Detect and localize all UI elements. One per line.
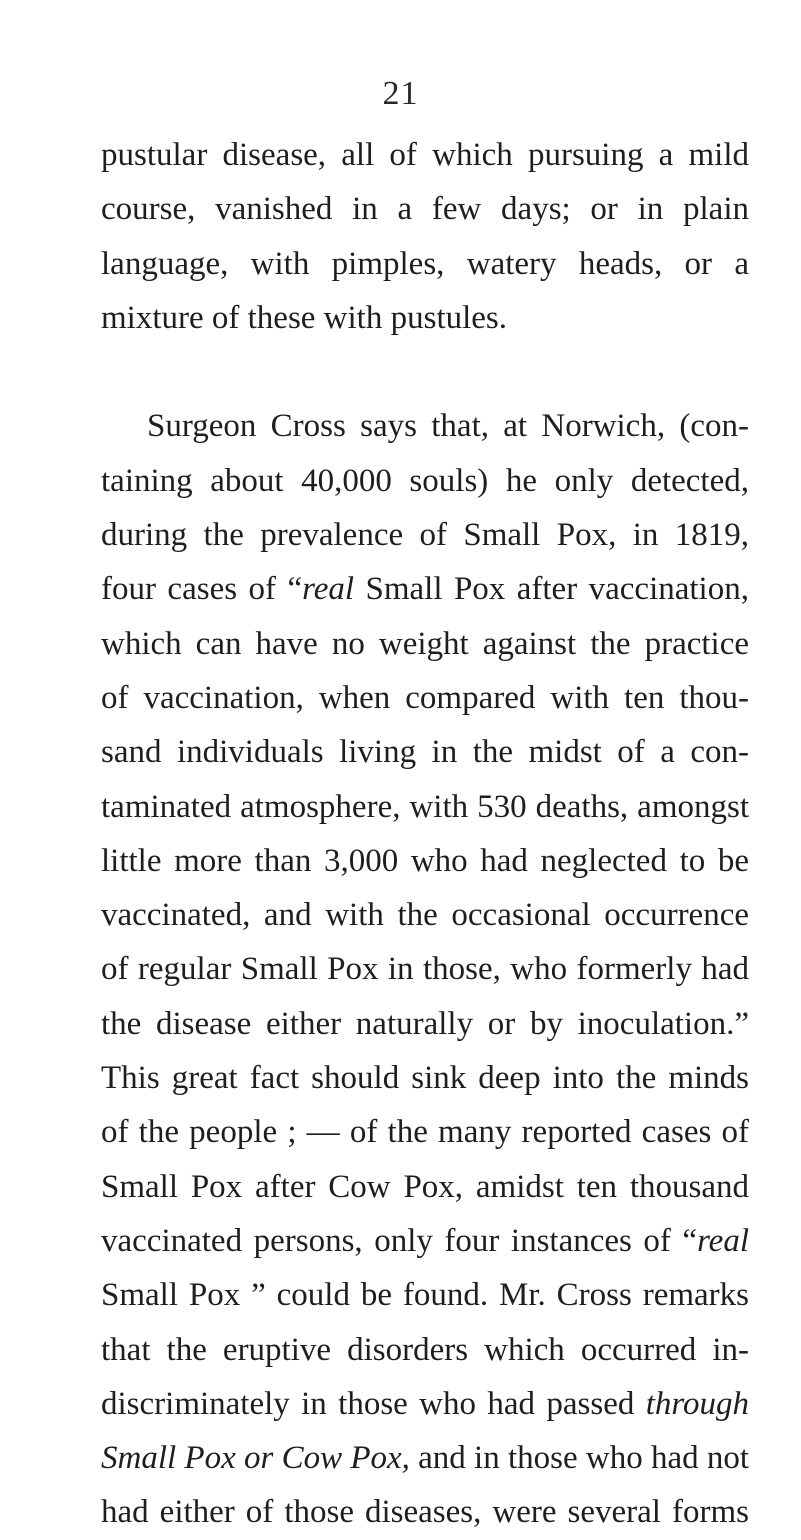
- text-line: pustular disease, all of which pursuing a mild: [101, 137, 749, 173]
- text-line: Small Pox ” could be found. Mr. Cross remarks: [101, 1277, 749, 1314]
- paragraph-spacer: [101, 345, 749, 399]
- emphasis-real: real: [697, 1222, 749, 1259]
- paragraph-1: [101, 128, 749, 345]
- text-line: language, with pimples, watery heads, or a: [101, 245, 749, 282]
- text-line: This great fact should sink deep into the minds: [101, 1060, 749, 1097]
- text-run: four cases of “: [101, 571, 303, 608]
- text-line: Surgeon Cross says that, at Norwich, (con-: [147, 408, 749, 445]
- page-number: 21: [382, 75, 419, 112]
- text-line: sand individuals living in the midst of a con-: [101, 734, 749, 771]
- text-line: vaccinated, and with the occasional occurrence: [101, 897, 749, 934]
- text-line: that the eruptive disorders which occurred in-: [101, 1331, 749, 1368]
- text-line: taining about 40,000 souls) he only detected,: [101, 462, 749, 499]
- text-run: discriminately in those who had passed: [101, 1385, 646, 1422]
- text-line: [101, 1377, 749, 1431]
- text-line: [101, 562, 749, 616]
- text-line: course, vanished in a few days; or in plain: [101, 191, 749, 228]
- text-line: of regular Small Pox in those, who formerly had: [101, 951, 749, 988]
- text-line: mixture of these with pustules.: [101, 299, 508, 336]
- text-line: taminated atmosphere, with 530 deaths, amongst: [101, 788, 749, 825]
- body-text: [101, 128, 749, 1540]
- text-run: vaccinated persons, only four instances of “: [101, 1222, 698, 1259]
- emphasis-real: real: [302, 571, 355, 608]
- paragraph-2: [101, 399, 749, 1539]
- text-line: little more than 3,000 who had neglected to be: [101, 842, 749, 879]
- emphasis-through: through: [645, 1385, 749, 1422]
- text-line: Small Pox after Cow Pox, amidst ten thousand: [101, 1168, 749, 1205]
- text-line: of the people ; — of the many reported cases of: [101, 1114, 749, 1151]
- text-run: and in those who had not: [409, 1440, 750, 1477]
- text-run: Small Pox after vaccination,: [354, 571, 749, 608]
- text-line: the disease either naturally or by inoculation.”: [101, 1005, 749, 1042]
- emphasis-small-pox-cow-pox: Small Pox or Cow Pox,: [101, 1440, 410, 1477]
- text-line: during the prevalence of Small Pox, in 1819,: [101, 517, 749, 554]
- text-line: which can have no weight against the practice: [101, 625, 749, 662]
- text-line: [101, 1214, 749, 1268]
- text-line: [101, 1431, 749, 1485]
- text-line: of vaccination, when compared with ten thou-: [101, 679, 749, 716]
- text-line: had either of those diseases, were several forms: [101, 1494, 749, 1531]
